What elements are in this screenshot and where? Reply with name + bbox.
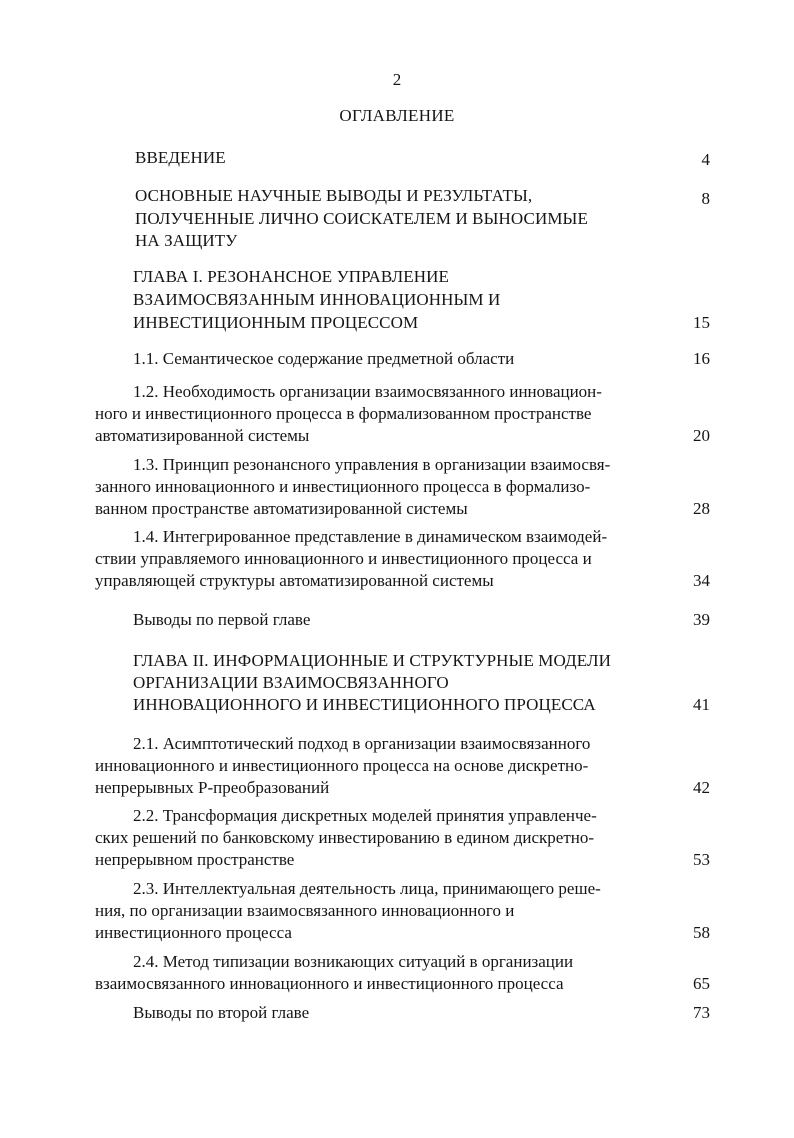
toc-entry-line: 1.2. Необходимость организации взаимосвязанного инновацион-: [133, 382, 602, 401]
toc-entry-line: инвестиционного процесса: [95, 923, 292, 942]
toc-page-number: 15: [693, 313, 710, 332]
toc-page-number: 41: [693, 695, 710, 714]
toc-page-number: 39: [693, 610, 710, 629]
toc-entry-line: Выводы по первой главе: [133, 610, 311, 629]
toc-entry-line: Выводы по второй главе: [133, 1003, 310, 1022]
toc-entry-line: ствии управляемого инновационного и инвестиционного процесса и: [95, 549, 592, 568]
toc-page-number: 53: [693, 850, 710, 869]
toc-entry-line: 1.4. Интегрированное представление в динамическом взаимодей-: [133, 527, 608, 546]
toc-entry-line: инновационного и инвестиционного процесса на основе дискретно-: [95, 756, 589, 775]
toc-entry-line: непрерывном пространстве: [95, 850, 295, 869]
toc-page-number: 20: [693, 426, 710, 445]
toc-entry-line: 2.3. Интеллектуальная деятельность лица, принимающего реше-: [133, 879, 601, 898]
toc-entry-line: ГЛАВА I. РЕЗОНАНСНОЕ УПРАВЛЕНИЕ: [133, 267, 450, 286]
toc-page-number: 4: [701, 150, 710, 169]
toc-page-number: 16: [693, 349, 710, 368]
toc-entry-line: ИННОВАЦИОННОГО И ИНВЕСТИЦИОННОГО ПРОЦЕССА: [133, 695, 596, 714]
toc-page-number: 42: [693, 778, 710, 797]
toc-page-number: 28: [693, 499, 710, 518]
toc-title: ОГЛАВЛЕНИЕ: [339, 106, 455, 125]
toc-entry-line: 1.1. Семантическое содержание предметной области: [133, 349, 515, 368]
toc-page-number: 34: [693, 571, 710, 590]
toc-entry-line: ИНВЕСТИЦИОННЫМ ПРОЦЕССОМ: [133, 313, 419, 332]
toc-entry-line: ОСНОВНЫЕ НАУЧНЫЕ ВЫВОДЫ И РЕЗУЛЬТАТЫ,: [135, 186, 533, 205]
toc-entry-line: 1.3. Принцип резонансного управления в организации взаимосвя-: [133, 455, 611, 474]
toc-entry-line: автоматизированной системы: [95, 426, 310, 445]
toc-entry-line: ванном пространстве автоматизированной системы: [95, 499, 468, 518]
toc-entry-line: 2.2. Трансформация дискретных моделей принятия управленче-: [133, 806, 597, 825]
toc-entry-line: НА ЗАЩИТУ: [135, 231, 238, 250]
toc-entry-line: взаимосвязанного инновационного и инвестиционного процесса: [95, 974, 564, 993]
toc-page-number: 73: [693, 1003, 710, 1022]
toc-page-number: 58: [693, 923, 710, 942]
page-number: 2: [392, 70, 402, 89]
toc-entry-line: ГЛАВА II. ИНФОРМАЦИОННЫЕ И СТРУКТУРНЫЕ МОДЕЛИ: [133, 651, 612, 670]
toc-entry-line: ния, по организации взаимосвязанного инновационного и: [95, 901, 515, 920]
toc-entry-line: ВВЕДЕНИЕ: [135, 148, 226, 167]
toc-entry-line: ного и инвестиционного процесса в формализованном пространстве: [95, 404, 592, 423]
toc-entry-line: управляющей структуры автоматизированной системы: [95, 571, 494, 590]
toc-entry-line: 2.4. Метод типизации возникающих ситуаций в организации: [133, 952, 574, 971]
toc-entry-line: непрерывных Р-преобразований: [95, 778, 330, 797]
toc-page-number: 65: [693, 974, 710, 993]
toc-page-number: 8: [701, 189, 710, 208]
toc-entry-line: ПОЛУЧЕННЫЕ ЛИЧНО СОИСКАТЕЛЕМ И ВЫНОСИМЫЕ: [135, 209, 588, 228]
toc-entry-line: занного инновационного и инвестиционного процесса в формализо-: [95, 477, 591, 496]
toc-entry-line: 2.1. Асимптотический подход в организации взаимосвязанного: [133, 734, 591, 753]
toc-entry-line: ских решений по банковскому инвестированию в едином дискретно-: [95, 828, 595, 847]
toc-entry-line: ВЗАИМОСВЯЗАННЫМ ИННОВАЦИОННЫМ И: [133, 290, 501, 309]
toc-entry-line: ОРГАНИЗАЦИИ ВЗАИМОСВЯЗАННОГО: [133, 673, 449, 692]
